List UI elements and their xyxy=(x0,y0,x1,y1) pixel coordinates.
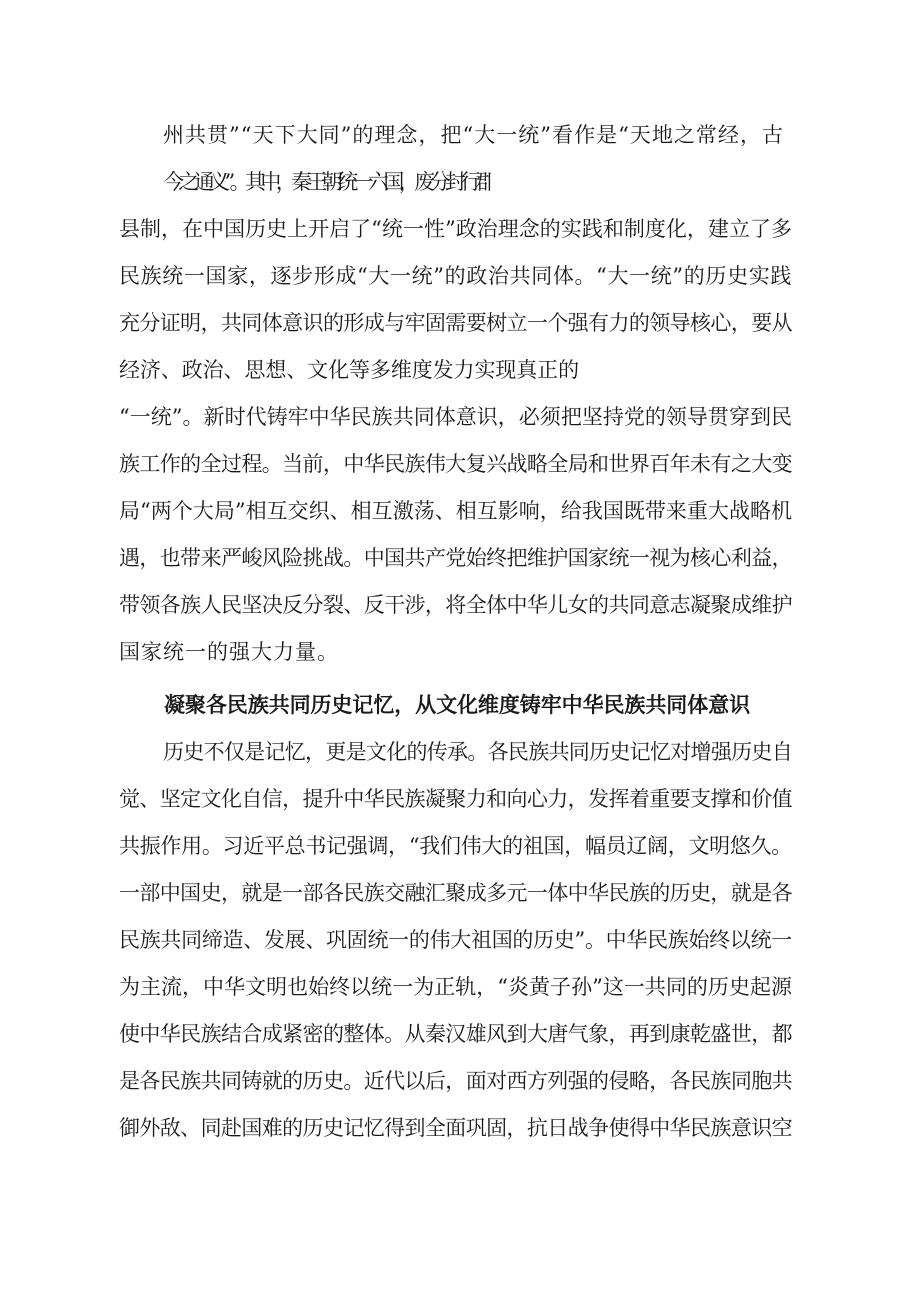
text-line: 使中华民族结合成紧密的整体。从秦汉雄风到大唐气象，再到康乾盛世，都 xyxy=(119,1022,792,1046)
text-line: 民族共同缔造、发展、巩固统一的伟大祖国的历史”。中华民族始终以统一 xyxy=(119,928,792,952)
text-line: 族工作的全过程。当前，中华民族伟大复兴战略全局和世界百年未有之大变 xyxy=(119,452,792,476)
text-line: 带领各族人民坚决反分裂、反干涉，将全体中华儿女的共同意志凝聚成维护 xyxy=(119,593,792,617)
text-line: 一部中国史，就是一部各民族交融汇聚成多元一体中华民族的历史，就是各 xyxy=(119,881,792,905)
text-line: 县制，在中国历史上开启了“统一性”政治理念的实践和制度化，建立了多 xyxy=(119,217,792,241)
text-line: 共振作用。习近平总书记强调，“我们伟大的祖国，幅员辽阔，文明悠久。 xyxy=(119,834,792,858)
text-line: 觉、坚定文化自信，提升中华民族凝聚力和向心力，发挥着重要支撑和价值 xyxy=(119,787,792,811)
text-line: “一统”。新时代铸牢中华民族共同体意识，必须把坚持党的领导贯穿到民 xyxy=(119,405,792,429)
text-line: 民族统一国家，逐步形成“大一统”的政治共同体。“大一统”的历史实践 xyxy=(119,264,792,288)
text-line: 州共贯”“天下大同”的理念，把“大一统”看作是“天地之常经，古 xyxy=(163,123,784,147)
text-line: 经济、政治、思想、文化等多维度发力实现真正的 xyxy=(119,358,579,382)
text-line: 御外敌、同赴国难的历史记忆得到全面巩固，抗日战争使得中华民族意识空 xyxy=(119,1116,792,1140)
section-heading: 凝聚各民族共同历史记忆，从文化维度铸牢中华民族共同体意识 xyxy=(164,693,750,717)
text-line: 国家统一的强大力量。 xyxy=(119,640,339,664)
text-line: 充分证明，共同体意识的形成与牢固需要树立一个强有力的领导核心，要从 xyxy=(119,311,792,335)
text-line: 局“两个大局”相互交织、相互激荡、相互影响，给我国既带来重大战略机 xyxy=(119,499,792,523)
text-line: 是各民族共同铸就的历史。近代以后，面对西方列强的侵略，各民族同胞共 xyxy=(119,1069,792,1093)
text-line: 遇，也带来严峻风险挑战。中国共产党始终把维护国家统一视为核心利益， xyxy=(119,546,792,570)
text-line: 历史不仅是记忆，更是文化的传承。各民族共同历史记忆对增强历史自 xyxy=(163,740,792,764)
text-line: 为主流，中华文明也始终以统一为正轨，“炎黄子孙”这一共同的历史起源 xyxy=(119,975,792,999)
text-line: 今之通义”。其中，秦王朝统一六国，废分封行郡 xyxy=(163,170,491,194)
